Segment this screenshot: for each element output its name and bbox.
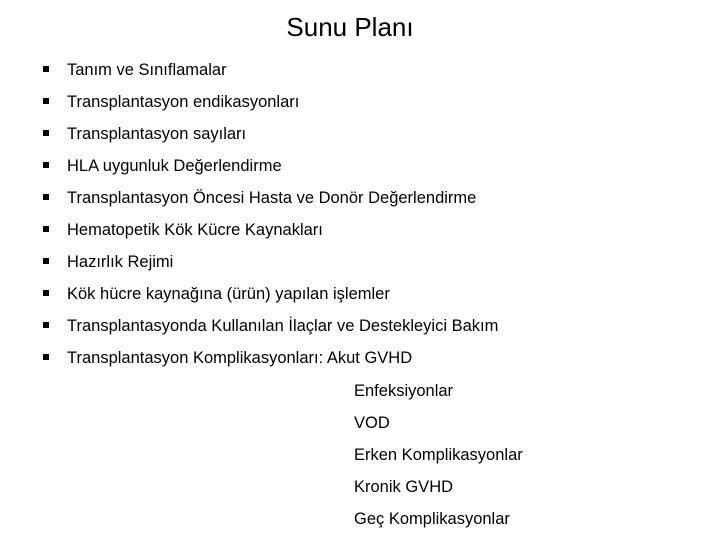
complication-sublist bbox=[354, 378, 523, 538]
bullet-text: Transplantasyon endikasyonları bbox=[67, 93, 300, 111]
square-bullet-icon bbox=[43, 162, 49, 168]
bullet-item bbox=[43, 121, 703, 153]
complication-item: VOD bbox=[354, 414, 390, 432]
bullet-item bbox=[43, 345, 703, 377]
bullet-item bbox=[43, 313, 703, 345]
bullet-text: Hematopetik Kök Kücre Kaynakları bbox=[67, 221, 323, 239]
square-bullet-icon bbox=[43, 258, 49, 264]
square-bullet-icon bbox=[43, 290, 49, 296]
complication-item: Geç Komplikasyonlar bbox=[354, 510, 510, 528]
square-bullet-icon bbox=[43, 226, 49, 232]
square-bullet-icon bbox=[43, 322, 49, 328]
bullet-text: Hazırlık Rejimi bbox=[67, 253, 174, 271]
square-bullet-icon bbox=[43, 194, 49, 200]
bullet-text: Kök hücre kaynağına (ürün) yapılan işlemler bbox=[67, 285, 390, 303]
bullet-item bbox=[43, 89, 703, 121]
bullet-list bbox=[43, 57, 703, 377]
square-bullet-icon bbox=[43, 354, 49, 360]
bullet-text: Transplantasyonda Kullanılan İlaçlar ve Destekleyici Bakım bbox=[67, 317, 499, 335]
complication-item: Erken Komplikasyonlar bbox=[354, 446, 523, 464]
bullet-text: Transplantasyon Komplikasyonları: Akut GVHD bbox=[67, 349, 413, 367]
bullet-item bbox=[43, 185, 703, 217]
square-bullet-icon bbox=[43, 66, 49, 72]
bullet-item bbox=[43, 249, 703, 281]
bullet-item bbox=[43, 57, 703, 89]
bullet-item bbox=[43, 153, 703, 185]
bullet-text: HLA uygunluk Değerlendirme bbox=[67, 157, 282, 175]
bullet-text: Transplantasyon Öncesi Hasta ve Donör Değerlendirme bbox=[67, 189, 477, 207]
square-bullet-icon bbox=[43, 130, 49, 136]
bullet-item bbox=[43, 217, 703, 249]
square-bullet-icon bbox=[43, 98, 49, 104]
bullet-text: Transplantasyon sayıları bbox=[67, 125, 247, 143]
complication-item: Enfeksiyonlar bbox=[354, 382, 454, 400]
bullet-item bbox=[43, 281, 703, 313]
slide-title: Sunu Planı bbox=[286, 12, 414, 42]
bullet-text: Tanım ve Sınıflamalar bbox=[67, 61, 227, 79]
complication-item: Kronik GVHD bbox=[354, 478, 454, 496]
